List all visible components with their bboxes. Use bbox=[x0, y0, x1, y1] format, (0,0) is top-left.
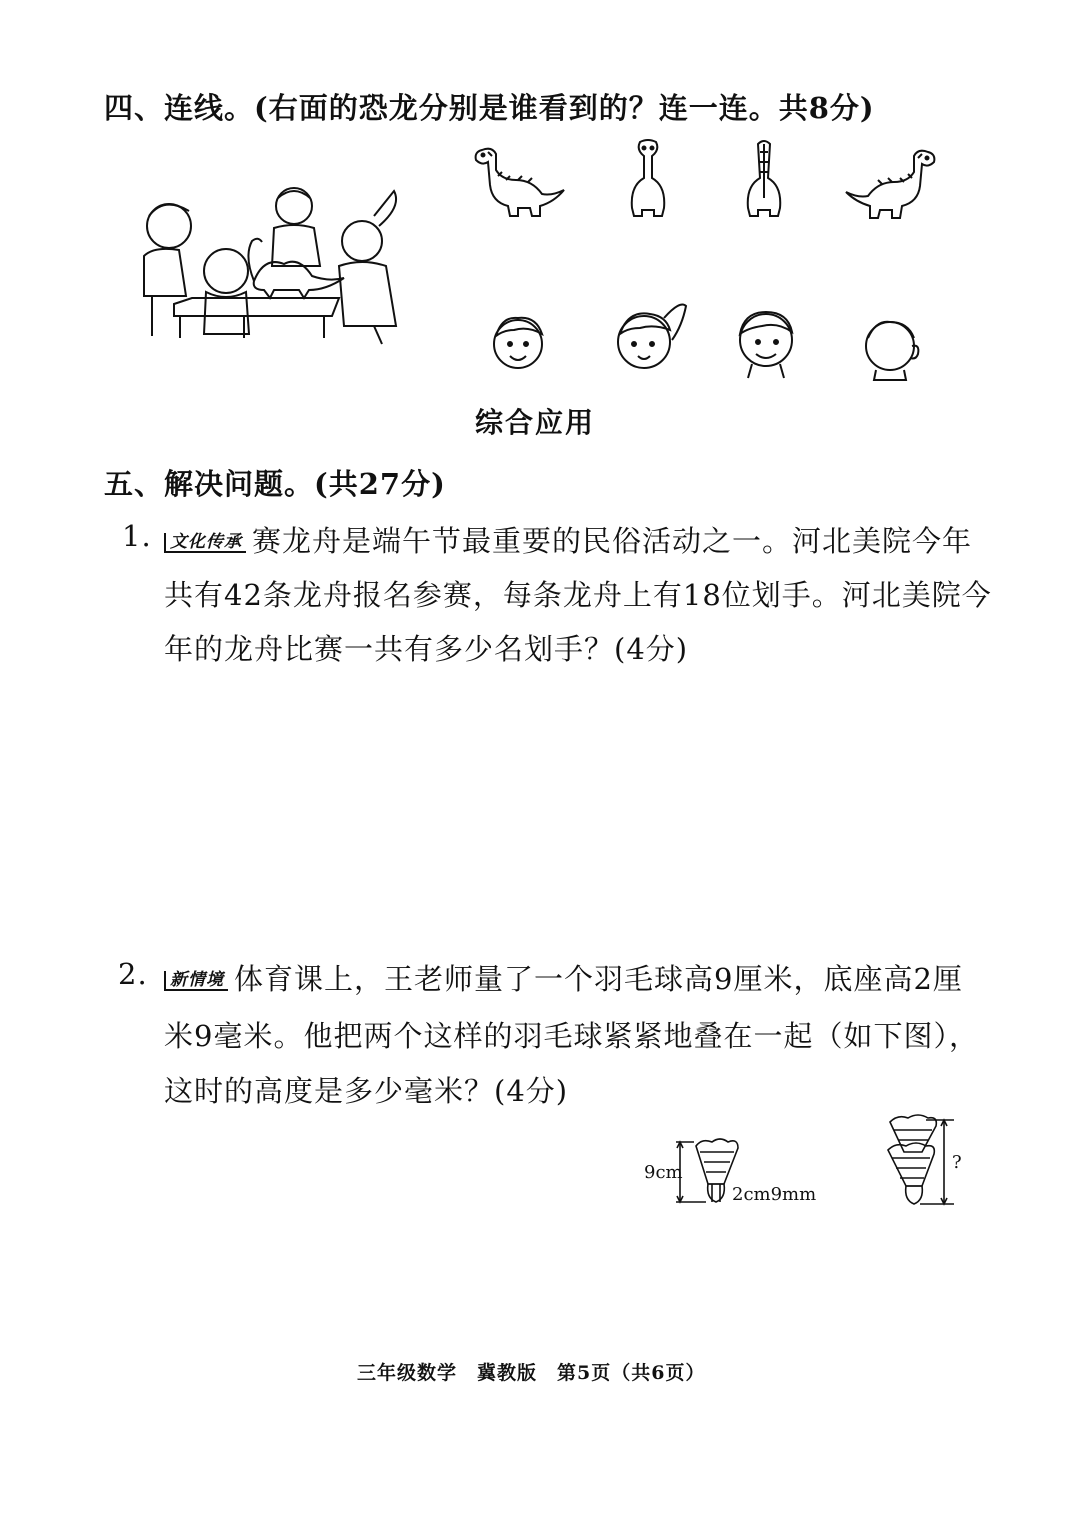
label-9cm: 9cm bbox=[644, 1162, 683, 1183]
label-unknown-height: ? bbox=[952, 1152, 962, 1173]
section-4-title: 四、连线。(右面的恐龙分别是谁看到的？连一连。共8分) bbox=[104, 91, 875, 125]
boy-face-back-kid bbox=[488, 308, 550, 374]
question-2-number: 2. bbox=[118, 957, 148, 991]
boy-face-left-kid bbox=[732, 302, 804, 380]
dinosaur-side-view-left bbox=[844, 148, 942, 224]
boy-head-back-view bbox=[858, 316, 924, 382]
page-footer: 三年级数学 冀教版 第5页（共6页） bbox=[357, 1362, 706, 1384]
shuttlecock-diagram bbox=[640, 1112, 980, 1212]
question-1-line-2: 共有42条龙舟报名参赛，每条龙舟上有18位划手。河北美院今 bbox=[164, 578, 992, 612]
question-1-line-3: 年的龙舟比赛一共有多少名划手？(4分) bbox=[164, 632, 689, 666]
section-5-title: 五、解决问题。(共27分) bbox=[104, 467, 446, 501]
question-1-text-1: 赛龙舟是端午节最重要的民俗活动之一。河北美院今年 bbox=[252, 524, 973, 558]
question-2-line-1 bbox=[164, 957, 963, 998]
question-1-number: 1. bbox=[122, 519, 152, 553]
question-2-line-2: 米9毫米。他把两个这样的羽毛球紧紧地叠在一起（如下图）， bbox=[164, 1019, 979, 1053]
label-2cm9mm: 2cm9mm bbox=[732, 1184, 817, 1205]
question-2-text-1: 体育课上，王老师量了一个羽毛球高9厘米，底座高2厘 bbox=[234, 962, 963, 996]
new-situation-badge: 新情境 bbox=[164, 971, 228, 991]
dinosaur-side-view-right bbox=[468, 140, 566, 224]
dinosaur-back-view bbox=[738, 138, 790, 222]
dinosaur-front-view bbox=[622, 138, 674, 222]
question-2-line-3: 这时的高度是多少毫米？(4分) bbox=[164, 1074, 569, 1108]
children-around-table-illustration bbox=[134, 186, 414, 346]
culture-heritage-badge: 文化传承 bbox=[164, 533, 246, 553]
question-1-line-1 bbox=[164, 519, 972, 560]
comprehensive-application-title: 综合应用 bbox=[475, 406, 596, 439]
girl-face bbox=[610, 296, 690, 380]
